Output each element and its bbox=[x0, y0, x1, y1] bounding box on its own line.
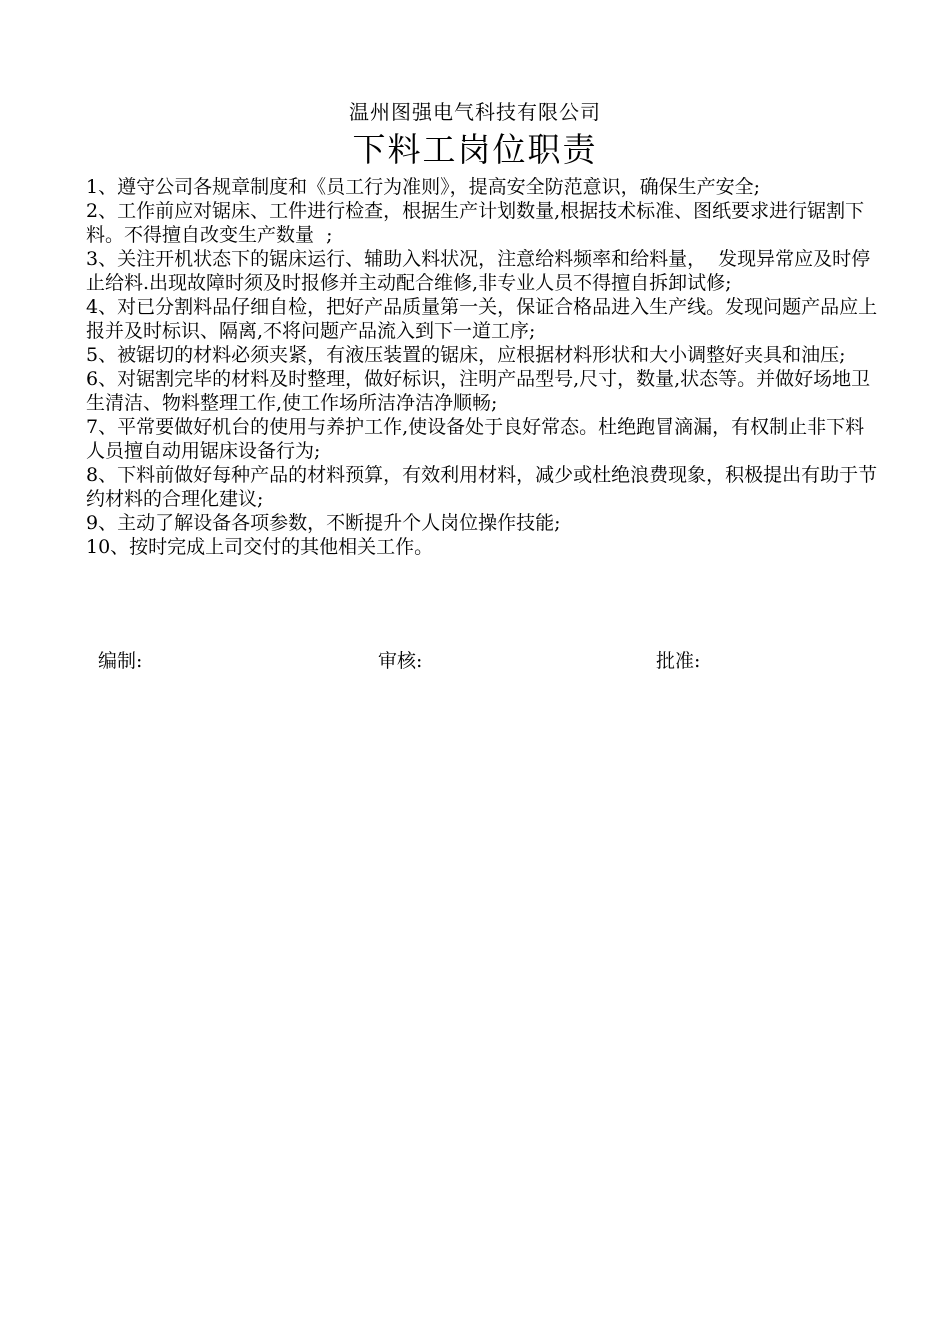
duty-list bbox=[86, 175, 880, 559]
duty-item: 6、对锯割完毕的材料及时整理，做好标识，注明产品型号,尺寸，数量,状态等。并做好场地卫生清洁、物料整理工作,使工作场所洁净洁净顺畅; bbox=[86, 368, 871, 414]
signoff-review-label: 审核: bbox=[378, 650, 423, 672]
duty-item: 7、平常要做好机台的使用与养护工作,使设备处于良好常态。杜绝跑冒滴漏，有权制止非下料人员擅自动用锯床设备行为; bbox=[86, 416, 865, 462]
document-title: 下料工岗位职责 bbox=[352, 130, 598, 169]
duty-item: 4、对已分割料品仔细自检，把好产品质量第一关，保证合格品进入生产线。发现问题产品应上报并及时标识、隔离,不将问题产品流入到下一道工序; bbox=[86, 296, 878, 342]
duty-item: 5、被锯切的材料必须夹紧，有液压装置的锯床，应根据材料形状和大小调整好夹具和油压; bbox=[86, 344, 846, 366]
duty-item: 1、遵守公司各规章制度和《员工行为准则》，提高安全防范意识，确保生产安全; bbox=[86, 176, 760, 198]
duty-item: 10、按时完成上司交付的其他相关工作。 bbox=[86, 536, 434, 558]
duty-item: 9、主动了解设备各项参数，不断提升个人岗位操作技能; bbox=[86, 512, 561, 534]
duty-item: 2、工作前应对锯床、工件进行检查，根据生产计划数量,根据技术标准、图纸要求进行锯割下料。不得擅自改变生产数量 ; bbox=[86, 200, 865, 246]
signoff-approve-label: 批准: bbox=[656, 650, 701, 672]
signoff-row bbox=[0, 648, 950, 674]
duty-item: 8、下料前做好每种产品的材料预算，有效利用材料，减少或杜绝浪费现象，积极提出有助于节约材料的合理化建议; bbox=[86, 464, 878, 510]
duty-item: 3、关注开机状态下的锯床运行、辅助入料状况，注意给料频率和给料量， 发现异常应及时停止给料.出现故障时须及时报修并主动配合维修,非专业人员不得擅自拆卸试修; bbox=[86, 248, 871, 294]
company-name: 温州图强电气科技有限公司 bbox=[349, 100, 601, 124]
signoff-edit-label: 编制: bbox=[98, 650, 143, 672]
